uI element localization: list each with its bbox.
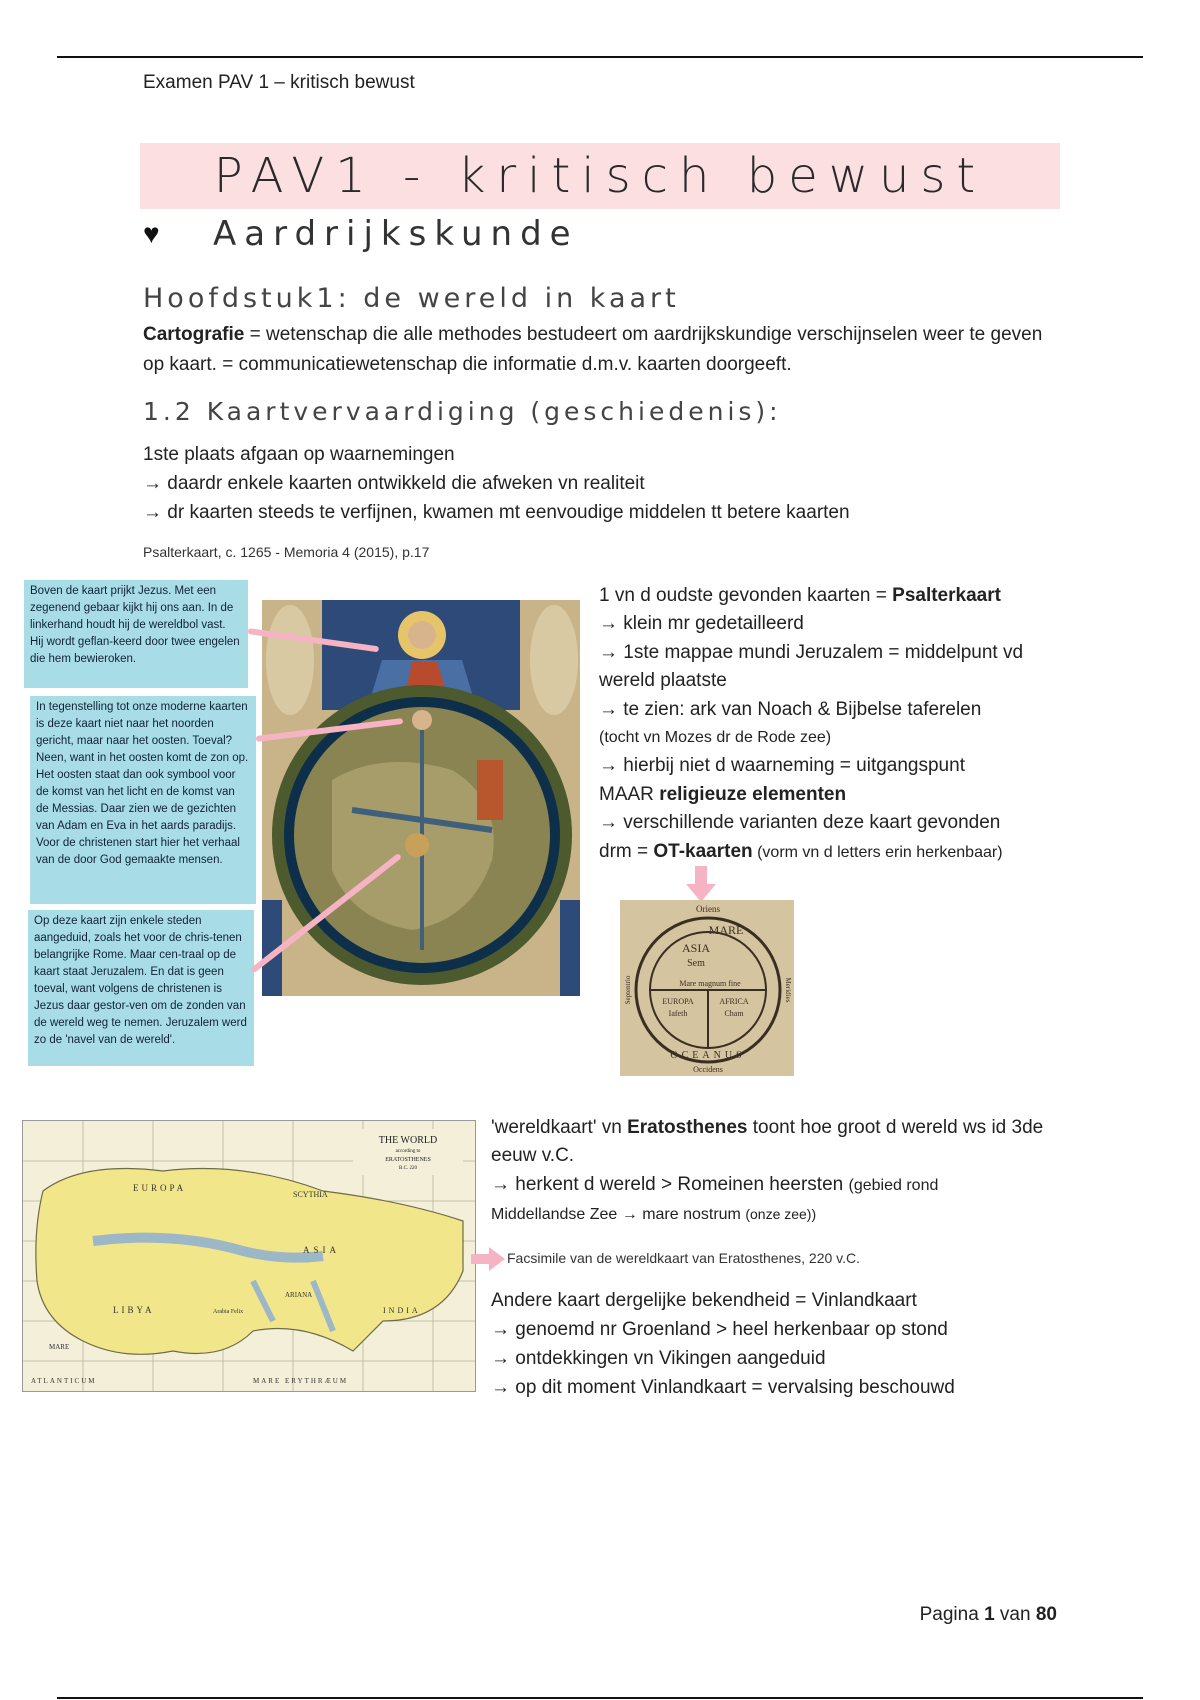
- psalter-text: [599, 582, 1079, 867]
- eratosthenes-caption: Facsimile van de wereldkaart van Eratosthenes, 220 v.C.: [507, 1250, 861, 1266]
- ot-europa-label: EUROPA: [662, 997, 694, 1006]
- world-label-atlanticum: ATLANTICUM: [31, 1377, 97, 1385]
- page-title: PAV1 - kritisch bewust: [213, 148, 987, 204]
- world-map-sub1: according to: [395, 1149, 421, 1154]
- total-pages: 80: [1035, 1604, 1057, 1625]
- history-line: 1ste plaats afgaan op waarnemingen: [143, 444, 455, 465]
- annotation-jesus: Boven de kaart prijkt Jezus. Met een zegenend gebaar kijkt hij ons aan. In de linkerhand houdt hij de wereldbol vast. Hij wordt geflan-keerd door twee engelen die hem bewieroken.: [24, 580, 248, 688]
- erato-line-3-note: (onze zee)): [745, 1206, 817, 1223]
- vinland-line-4: → op dit moment Vinlandkaart = vervalsing beschouwd: [491, 1377, 955, 1398]
- eratosthenes-term: Eratosthenes: [627, 1117, 748, 1138]
- history-line: → daardr enkele kaarten ontwikkeld die afweken vn realiteit: [143, 473, 645, 494]
- religious-elements-term: religieuze elementen: [659, 783, 847, 805]
- section-title: Aardrijkskunde: [213, 214, 579, 254]
- definition-text: = wetenschap die alle methodes bestudeert om aardrijkskundige verschijnselen weer te geven op kaart. = communicatiewetenschap die informatie d.m.v. kaarten doorgeeft.: [143, 324, 1043, 375]
- world-label-ariana: ARIANA: [285, 1291, 313, 1299]
- vinland-line-1: Andere kaart dergelijke bekendheid = Vinlandkaart: [491, 1290, 917, 1311]
- ot-occidens-label: Occidens: [693, 1065, 723, 1074]
- source-caption: Psalterkaart, c. 1265 - Memoria 4 (2015), p.17: [143, 544, 430, 560]
- psalter-line-7-text: MAAR: [599, 783, 660, 805]
- annotation-orientation: In tegenstelling tot onze moderne kaarten is deze kaart niet naar het noorden gericht, maar naar het oosten. Toeval? Neen, want in het oosten komt de zon op. Het oosten staat dan ook symbool voor de komst van het licht en de komst van de Messias. Daar zien we de gezichten van Adam en Eva in het aards paradijs. Voor de christenen start hier het verhaal van de door God gemaakte mensen.: [30, 696, 256, 904]
- history-lines: [143, 440, 1083, 527]
- definition-term: Cartografie: [143, 324, 245, 345]
- bottom-rule: [57, 1697, 1143, 1699]
- title-band: [140, 143, 1060, 209]
- ot-septentrio-label: Septentrio: [624, 975, 632, 1005]
- erato-line-1-text: 'wereldkaart' vn: [491, 1117, 628, 1138]
- ot-mare-label: MARE: [708, 923, 744, 937]
- ot-maps-term: OT-kaarten: [653, 840, 753, 862]
- subsection-title: 1.2 Kaartvervaardiging (geschiedenis):: [143, 397, 782, 426]
- vinland-text: [491, 1286, 1061, 1402]
- annotation-jerusalem: Op deze kaart zijn enkele steden aangeduid, zoals het voor de chris-tenen belangrijke Rome. Maar cen-traal op de kaart staat Jeruzalem. En dat is geen toeval, want volgens de christenen is Jezus daar gestor-ven om de zonden van de wereld weg te nemen. Jeruzalem werd zo de 'navel van de wereld'.: [28, 910, 254, 1066]
- psalter-line-3: → 1ste mappae mundi Jeruzalem = middelpunt vd wereld plaatste: [599, 641, 1024, 692]
- world-label-scythia: SCYTHIA: [293, 1190, 328, 1199]
- psalter-line-9-text: drm =: [599, 840, 654, 862]
- ot-cham-label: Cham: [724, 1009, 744, 1018]
- psalter-line-1: [599, 582, 1079, 610]
- ot-meridies-label: Meridies: [784, 977, 792, 1003]
- chapter-title: Hoofdstuk1: de wereld in kaart: [143, 283, 680, 314]
- erato-line-2-note: (gebied rond: [848, 1176, 939, 1194]
- world-label-mare: MARE: [49, 1343, 70, 1351]
- world-map-title: THE WORLD: [378, 1135, 438, 1146]
- erato-line-1-post: toont hoe groot d wereld ws id 3de eeuw v.C.: [491, 1117, 1044, 1167]
- vinland-line-3: → ontdekkingen vn Vikingen aangeduid: [491, 1348, 826, 1369]
- psalter-line-1-text: 1 vn d oudste gevonden kaarten =: [599, 585, 893, 606]
- psalter-line-4: → te zien: ark van Noach & Bijbelse taferelen: [599, 698, 982, 720]
- psalter-line-5: (tocht vn Mozes dr de Rode zee): [599, 729, 832, 747]
- ot-oceanus-label: OCEANUS: [670, 1050, 746, 1061]
- ot-iafeth-label: Iafeth: [668, 1009, 688, 1018]
- eratosthenes-text: [491, 1114, 1061, 1230]
- mare-nostrum: mare nostrum: [642, 1206, 746, 1224]
- world-label-libya: LIBYA: [113, 1305, 155, 1315]
- world-label-arabia: Arabia Felix: [213, 1309, 244, 1315]
- psalter-line-6: → hierbij niet d waarneming = uitgangspunt: [599, 755, 965, 777]
- psalter-map-image: [262, 600, 580, 996]
- page-of-label: van: [994, 1604, 1036, 1625]
- world-map-sub3: B.C. 220: [399, 1166, 417, 1171]
- down-arrow-icon: [686, 866, 716, 902]
- vinland-line-2: → genoemd nr Groenland > heel herkenbaar op stond: [491, 1319, 948, 1340]
- ot-oriens-label: Oriens: [696, 904, 720, 914]
- history-line: → dr kaarten steeds te verfijnen, kwamen mt eenvoudige middelen tt betere kaarten: [143, 502, 850, 523]
- erato-line-3: [491, 1200, 1061, 1229]
- world-label-asia: ASIA: [303, 1245, 341, 1255]
- top-rule: [57, 56, 1143, 58]
- page-label: Pagina: [919, 1604, 985, 1625]
- psalter-line-8: → verschillende varianten deze kaart gevonden: [599, 812, 1001, 834]
- right-arrow-icon: [471, 1247, 505, 1271]
- psalter-line-2: → klein mr gedetailleerd: [599, 613, 804, 635]
- psalter-line-7: [599, 781, 1079, 809]
- world-label-india: INDIA: [383, 1306, 421, 1315]
- current-page: 1: [984, 1604, 995, 1625]
- ot-asia-label: ASIA: [681, 941, 711, 955]
- ot-sem-label: Sem: [687, 958, 705, 969]
- eratosthenes-map-image: [22, 1120, 476, 1392]
- psalter-term: Psalterkaart: [892, 585, 1001, 606]
- world-label-europa: EUROPA: [133, 1183, 187, 1193]
- ot-maps-note: (vorm vn d letters erin herkenbaar): [752, 843, 1003, 861]
- world-label-erythraeum: MARE ERYTHRÆUM: [253, 1377, 349, 1385]
- world-map-sub2: ERATOSTHENES: [385, 1157, 431, 1163]
- definition-paragraph: [143, 320, 1063, 380]
- ot-map-image: [620, 900, 794, 1076]
- heart-icon: ♥: [143, 218, 160, 249]
- ot-africa-label: AFRICA: [719, 997, 749, 1006]
- erato-line-2: [491, 1171, 1061, 1200]
- psalter-line-9: [599, 838, 1079, 867]
- page-number: [920, 1604, 1057, 1626]
- erato-line-2-text: → herkent d wereld > Romeinen heersten: [491, 1173, 849, 1195]
- running-header: Examen PAV 1 – kritisch bewust: [143, 72, 415, 93]
- erato-line-3-text: Middellandse Zee →: [491, 1206, 643, 1224]
- section-heading: [143, 214, 579, 254]
- erato-line-1: [491, 1114, 1061, 1171]
- ot-mare-magnum-label: Mare magnum fine: [679, 979, 741, 988]
